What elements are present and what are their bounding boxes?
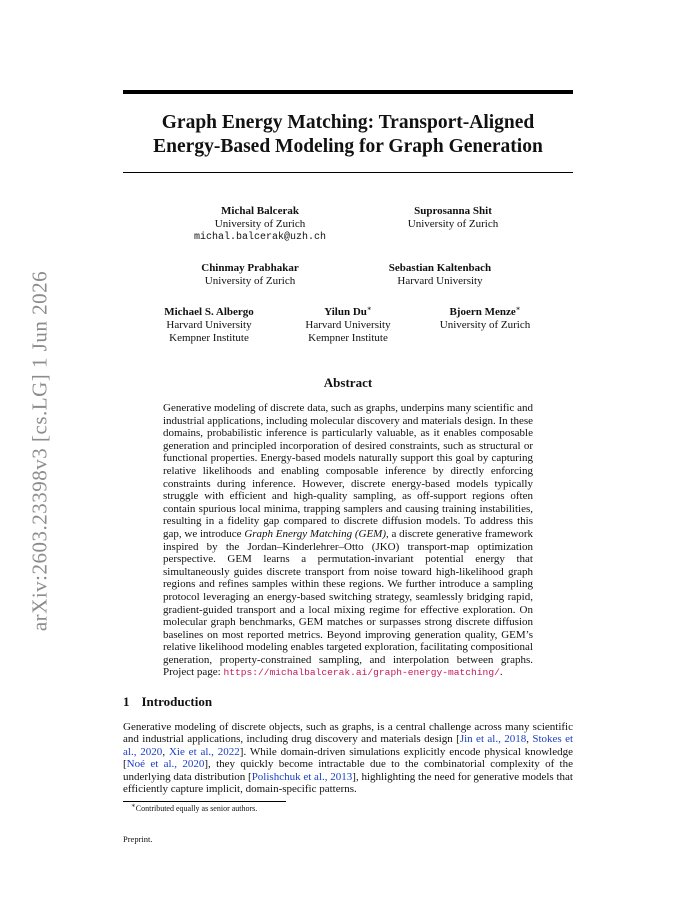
- author-affiliation: University of Zurich: [214, 218, 306, 230]
- author-affiliation-2: Kempner Institute: [169, 332, 249, 344]
- section-title: Introduction: [141, 694, 213, 709]
- title-top-rule: [123, 90, 573, 94]
- author-affiliation-2: Kempner Institute: [308, 332, 388, 344]
- author-affiliation: University of Zurich: [439, 319, 531, 331]
- citation-link[interactable]: Noé et al., 2020: [126, 758, 205, 771]
- author-block: [175, 262, 325, 288]
- author-name-line: [410, 306, 560, 319]
- footnote-rule: [123, 801, 286, 802]
- equal-contribution-mark: ∗: [515, 304, 521, 313]
- title-line-1: Graph Energy Matching: Transport-Aligned: [161, 112, 535, 133]
- author-affiliation: Harvard University: [166, 319, 252, 331]
- citation-link[interactable]: Xie et al., 2022: [168, 745, 240, 758]
- abstract-method-name: Graph Energy Matching (GEM): [244, 527, 387, 540]
- intro-text: ,: [162, 745, 169, 758]
- citation-link[interactable]: Stokes et al., 2020: [123, 733, 574, 758]
- author-name: Bjoern Menze: [449, 306, 516, 318]
- project-page-link[interactable]: https://michalbalcerak.ai/graph-energy-matching/: [223, 667, 500, 679]
- section-heading-introduction: [123, 694, 212, 710]
- author-block: [273, 306, 423, 345]
- intro-text: ]. While domain-driven simulations explicitly encode physical knowledge [: [123, 745, 573, 771]
- abstract-text-2: , a discrete generative framework inspired by the Jordan–Kinderlehrer–Otto (JKO) transport-map optimization perspective. GEM learns a permutation-invariant potential energy that simultaneously guides discrete transport from noise toward high-likelihood graph regions and refines samples within these regions. We further introduce a sampling protocol leveraging an energy-based switching strategy, seamlessly bridging rapid, gradient-guided transport and a local mixing regime for effective exploration. On molecular graph benchmarks, GEM matches or surpasses strong discrete diffusion baselines on most reported metrics. Beyond improving generation quality, GEM’s relative likelihood modeling enables targeted exploration, facilitating compositional generation, property-constrained sampling, and interpolation between graphs. Project page:: [163, 527, 533, 679]
- author-name: Suprosanna Shit: [414, 205, 492, 217]
- paper-title: [123, 111, 573, 159]
- author-name: Sebastian Kaltenbach: [388, 262, 492, 274]
- author-name: Michael S. Albergo: [164, 306, 254, 318]
- citation-link[interactable]: Polishchuk et al., 2013: [251, 770, 353, 783]
- author-affiliation: Harvard University: [397, 275, 483, 287]
- preprint-label: Preprint.: [123, 834, 153, 844]
- abstract-heading: Abstract: [323, 375, 373, 390]
- author-block: [134, 306, 284, 345]
- author-block: [378, 205, 528, 231]
- equal-contribution-mark: ∗: [366, 304, 372, 313]
- footnote-text: Contributed equally as senior authors.: [135, 804, 258, 813]
- citation-link[interactable]: Jin et al., 2018: [459, 733, 527, 746]
- title-line-2: Energy-Based Modeling for Graph Generation: [153, 136, 543, 157]
- author-affiliation: University of Zurich: [407, 218, 499, 230]
- author-block: [185, 205, 335, 244]
- section-number: 1: [123, 694, 130, 709]
- author-affiliation: Harvard University: [305, 319, 391, 331]
- intro-text: ], they quickly become intractable due to the combinatorial complexity of the underlying data distribution [: [123, 758, 573, 783]
- intro-text: ], highlighting the need for generative models that efficiently capture implicit, domain-specific patterns.: [123, 770, 573, 796]
- author-name: Chinmay Prabhakar: [201, 262, 299, 274]
- intro-text: ,: [526, 733, 533, 746]
- abstract-text-1: Generative modeling of discrete data, such as graphs, underpins many scientific and industrial applications, including molecular discovery and materials design. In these domains, probabilistic inference is particularly valuable, as it enables composable generation and principled incorporation of desired constraints, such as structural or functional properties. Energy-based models naturally support this goal by capturing relative likelihoods and enabling composable inference by directly enforcing constraints during inference. However, discrete energy-based models typically struggle with efficient and high-quality sampling, as off-support regions often contain spurious local minima, trapping samplers and causing training instabilities, resulting in a fidelity gap compared to discrete diffusion models. To address this gap, we introduce: [163, 402, 533, 540]
- author-email[interactable]: michal.balcerak@uzh.ch: [193, 232, 327, 243]
- author-name: Yilun Du: [324, 306, 367, 318]
- author-name: Michal Balcerak: [221, 205, 299, 217]
- title-bottom-rule: [123, 172, 573, 173]
- author-block: [365, 262, 515, 288]
- footnote-mark: ∗: [131, 801, 136, 810]
- intro-text: Generative modeling of discrete objects, such as graphs, is a central challenge across many scientific and industrial applications, including drug discovery and materials design [: [123, 721, 573, 746]
- arxiv-stamp-text: arXiv:2603.23398v3 [cs.LG] 1 Jun 2026: [27, 270, 52, 632]
- abstract-body: [163, 402, 533, 680]
- author-affiliation: University of Zurich: [204, 275, 296, 287]
- abstract-end: .: [499, 666, 503, 679]
- author-name-line: [273, 306, 423, 319]
- footnote: [131, 801, 258, 814]
- author-block: [410, 306, 560, 332]
- introduction-paragraph: [123, 721, 573, 795]
